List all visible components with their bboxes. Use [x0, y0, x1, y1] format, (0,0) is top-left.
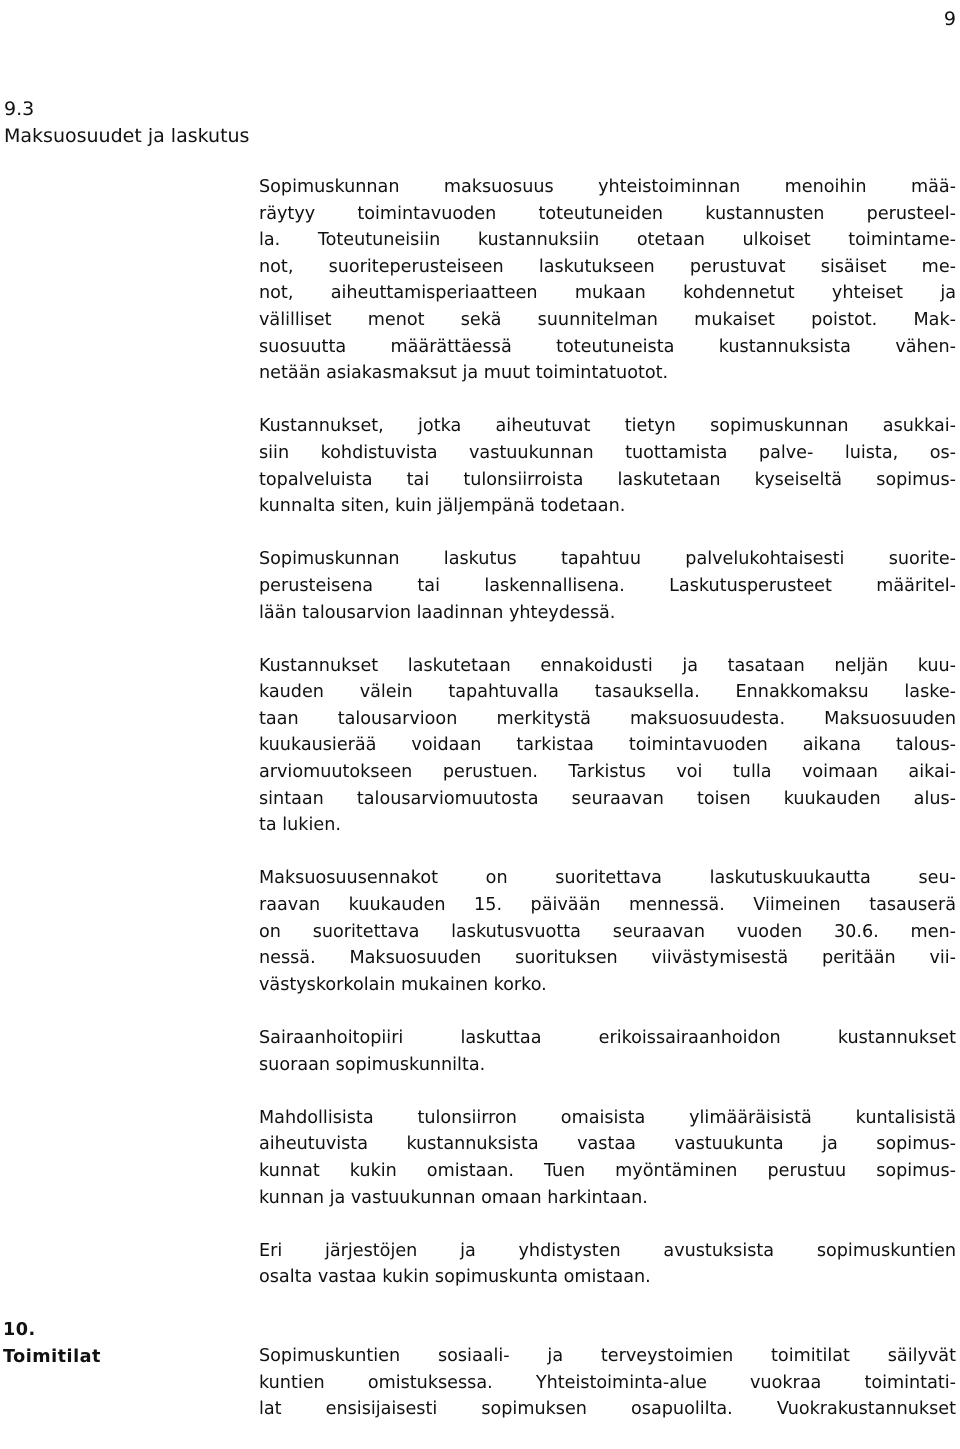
paragraph [259, 1238, 956, 1291]
paragraph [259, 413, 956, 519]
text-line: ta lukien. [259, 815, 341, 836]
paragraph [259, 546, 956, 626]
text-line: Maksuosuusennakot on suoritettava laskutuskuukautta seu- [259, 868, 956, 889]
text-line: netään asiakasmaksut ja muut toimintatuotot. [259, 363, 669, 384]
paragraph [259, 865, 956, 998]
text-line: kunnan ja vastuukunnan omaan harkintaan. [259, 1187, 648, 1208]
text-line: välilliset menot sekä suunnitelman mukaiset poistot. Mak- [259, 309, 956, 330]
text-line: Kustannukset laskutetaan ennakoidusti ja tasataan neljän kuu- [259, 655, 956, 676]
text-line: Kustannukset, jotka aiheutuvat tietyn sopimuskunnan asukkai- [259, 416, 956, 437]
section-title: Maksuosuudet ja laskutus [4, 125, 250, 147]
text-line: lat ensisijaisesti sopimuksen osapuolilta. Vuokrakustannukset [259, 1399, 956, 1420]
section-number: 9.3 [4, 98, 35, 120]
chapter-number: 10. [3, 1320, 36, 1340]
text-line: la. Toteutuneisiin kustannuksiin otetaan ulkoiset toimintame- [259, 230, 956, 251]
text-line: kunnalta siten, kuin jäljempänä todetaan. [259, 496, 626, 517]
text-line: Sopimuskuntien sosiaali- ja terveystoimien toimitilat säilyvät [259, 1346, 956, 1366]
text-line: raavan kuukauden 15. päivään mennessä. Viimeinen tasauserä [259, 895, 956, 916]
text-line: kauden välein tapahtuvalla tasauksella. Ennakkomaksu laske- [259, 682, 956, 703]
section-body [259, 174, 956, 1318]
text-line: sintaan talousarviomuutosta seuraavan toisen kuukauden alus- [259, 788, 956, 809]
text-line: lään talousarvion laadinnan yhteydessä. [259, 602, 616, 623]
text-line: on suoritettava laskutusvuotta seuraavan vuoden 30.6. men- [259, 921, 956, 942]
paragraph [259, 174, 956, 387]
paragraph [259, 1343, 956, 1423]
text-line: arviomuutokseen perustuen. Tarkistus voi tulla voimaan aikai- [259, 762, 956, 783]
text-line: Sopimuskunnan maksuosuus yhteistoiminnan menoihin mää- [259, 177, 956, 197]
text-line: nessä. Maksuosuuden suorituksen viivästymisestä peritään vii- [259, 948, 956, 969]
chapter-title: Toimitilat [3, 1346, 101, 1367]
section-heading [4, 96, 249, 150]
text-line: Eri järjestöjen ja yhdistysten avustuksista sopimuskuntien [259, 1240, 956, 1261]
text-line: siin kohdistuvista vastuukunnan tuottamista palve- luista, os- [259, 442, 956, 463]
chapter-body [259, 1343, 956, 1449]
text-line: osalta vastaa kukin sopimuskunta omistaan. [259, 1267, 651, 1288]
paragraph [259, 1025, 956, 1078]
text-line: kuntien omistuksessa. Yhteistoiminta-alue vuokraa toimintati- [259, 1372, 956, 1393]
text-line: Sopimuskunnan laskutus tapahtuu palvelukohtaisesti suorite- [259, 549, 956, 570]
text-line: Sairaanhoitopiiri laskuttaa erikoissairaanhoidon kustannukset [259, 1028, 956, 1048]
page-number: 9 [943, 8, 956, 30]
text-line: aiheutuvista kustannuksista vastaa vastuukunta ja sopimus- [259, 1134, 956, 1155]
paragraph [259, 653, 956, 839]
text-line: kunnat kukin omistaan. Tuen myöntäminen perustuu sopimus- [259, 1160, 956, 1181]
text-line: västyskorkolain mukainen korko. [259, 974, 547, 995]
text-line: suoraan sopimuskunnilta. [259, 1054, 486, 1075]
chapter-heading [3, 1317, 101, 1370]
text-line: Mahdollisista tulonsiirron omaisista ylimääräisistä kuntalisistä [259, 1107, 956, 1128]
text-line: taan talousarvioon merkitystä maksuosuudesta. Maksuosuuden [259, 708, 956, 729]
text-line: kuukausierää voidaan tarkistaa toimintavuoden aikana talous- [259, 735, 956, 756]
text-line: topalveluista tai tulonsiirroista laskutetaan kyseiseltä sopimus- [259, 469, 956, 490]
text-line: perusteisena tai laskennallisena. Laskutusperusteet määritel- [259, 575, 956, 596]
text-line: suosuutta määrättäessä toteutuneista kustannuksista vähen- [259, 336, 956, 357]
text-line: räytyy toimintavuoden toteutuneiden kustannusten perusteel- [259, 203, 956, 224]
text-line: not, suoriteperusteiseen laskutukseen perustuvat sisäiset me- [259, 256, 956, 277]
paragraph [259, 1105, 956, 1211]
text-line: not, aiheuttamisperiaatteen mukaan kohdennetut yhteiset ja [259, 283, 956, 304]
